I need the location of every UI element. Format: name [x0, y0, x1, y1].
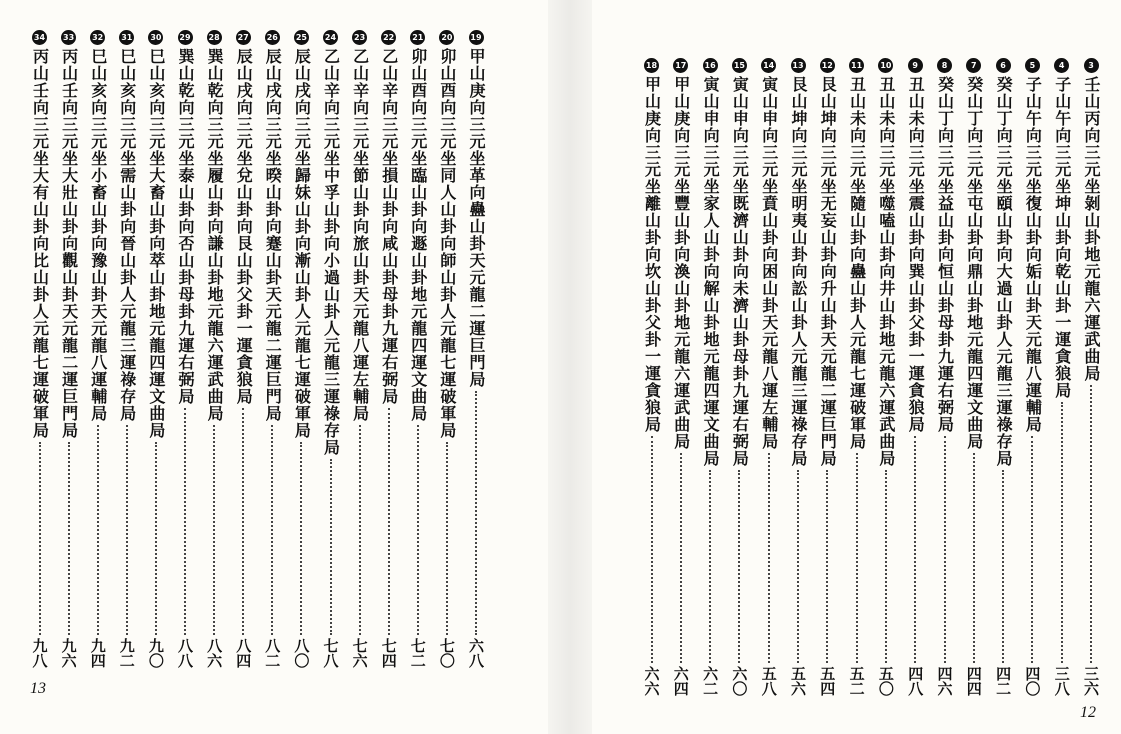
- entry-page-number: 七〇: [437, 638, 456, 668]
- entry-number-badge: 3: [1084, 58, 1099, 73]
- dot-leader: [271, 425, 273, 635]
- entry-number-badge: 29: [178, 30, 193, 45]
- entry-number-badge: 14: [761, 58, 776, 73]
- entry-number-badge: 22: [381, 30, 396, 45]
- entry-page-number: 七四: [379, 638, 398, 668]
- entry-page-number: 四八: [906, 666, 925, 696]
- toc-entry: [435, 30, 459, 670]
- toc-entry: [786, 58, 810, 698]
- entry-page-number: 六四: [671, 666, 690, 696]
- entry-page-number: 九〇: [146, 638, 165, 668]
- dot-leader: [826, 470, 828, 663]
- entry-number-badge: 27: [236, 30, 251, 45]
- entry-page-number: 八四: [234, 638, 253, 668]
- toc-entry: [289, 30, 313, 670]
- entry-page-number: 六八: [467, 638, 485, 668]
- entry-page-number: 三八: [1052, 666, 1071, 696]
- entry-page-number: 七六: [350, 638, 369, 668]
- entry-title: 癸山丁向三元坐益山卦向恒山卦母卦九運右弼局: [935, 76, 955, 433]
- toc-entry: [173, 30, 197, 670]
- entry-title: 子山午向三元坐坤山卦向乾山卦一運貪狼局: [1052, 76, 1072, 399]
- entry-title: 辰山戌向三元坐暌山卦向蹇山卦天元龍二運巨門局: [263, 48, 283, 422]
- toc-entry: [57, 30, 81, 670]
- dot-leader: [446, 442, 448, 635]
- entry-page-number: 六〇: [730, 666, 749, 696]
- entry-title: 乙山辛向三元坐中孚山卦向小過山卦人元龍三運祿存局: [321, 48, 341, 456]
- entry-title: 甲山庚向三元坐離山卦向坎山卦父卦一運貪狼局: [642, 76, 662, 433]
- entry-page-number: 五四: [818, 666, 837, 696]
- entry-title: 甲山庚向三元坐豐山卦向渙山卦地元龍六運武曲局: [671, 76, 691, 450]
- dot-leader: [68, 442, 70, 635]
- dot-leader: [1031, 436, 1033, 663]
- entry-title: 甲山庚向三元坐革向蠱山卦天元龍二運巨門局: [467, 48, 486, 388]
- entry-number-badge: 26: [265, 30, 280, 45]
- dot-leader: [944, 436, 946, 663]
- entry-title: 癸山丁向三元坐屯山卦向鼎山卦地元龍四運文曲局: [964, 76, 984, 450]
- entry-page-number: 六六: [642, 666, 661, 696]
- entry-number-badge: 17: [673, 58, 688, 73]
- entry-title: 辰山戌向三元坐歸妹山卦向漸山卦人元龍七運破軍局: [292, 48, 312, 439]
- entry-number-badge: 13: [791, 58, 806, 73]
- entry-page-number: 七二: [408, 638, 427, 668]
- left-page: [0, 0, 540, 734]
- toc-entry: [1020, 58, 1044, 698]
- entry-page-number: 八二: [263, 638, 282, 668]
- entry-title: 寅山申向三元坐家人山卦向解山卦地元龍四運文曲局: [701, 76, 721, 467]
- dot-leader: [39, 442, 41, 635]
- dot-leader: [155, 442, 157, 635]
- dot-leader: [242, 408, 244, 635]
- entry-title: 卯山酉向三元坐臨山卦向遯山卦地元龍四運文曲局: [408, 48, 428, 422]
- page-number-left: 13: [30, 680, 46, 697]
- dot-leader: [651, 436, 653, 663]
- dot-leader: [797, 470, 799, 663]
- toc-entry: [669, 58, 693, 698]
- entry-number-badge: 12: [820, 58, 835, 73]
- dot-leader: [973, 453, 975, 663]
- entry-page-number: 四六: [935, 666, 954, 696]
- entry-title: 艮山坤向三元坐明夷山卦向訟山卦人元龍三運祿存局: [789, 76, 808, 467]
- entry-title: 巳山亥向三元坐小畜山卦向豫山卦天元龍八運輔局: [88, 48, 108, 422]
- entry-number-badge: 25: [294, 30, 309, 45]
- entry-number-badge: 30: [148, 30, 163, 45]
- entry-number-badge: 4: [1054, 58, 1069, 73]
- entry-title: 艮山坤向三元坐无妄山卦向升山卦天元龍二運巨門局: [818, 76, 838, 467]
- entry-title: 丑山未向三元坐震山卦向巽山卦父卦一運貪狼局: [906, 76, 926, 433]
- entry-page-number: 九二: [117, 638, 136, 668]
- toc-entry: [1050, 58, 1074, 698]
- dot-leader: [213, 425, 215, 635]
- entry-number-badge: 7: [966, 58, 981, 73]
- entry-title: 子山午向三元坐復山卦向姤山卦天元龍八運輔局: [1023, 76, 1043, 433]
- toc-entry: [319, 30, 343, 670]
- entry-page-number: 七八: [321, 638, 340, 668]
- entry-title: 丑山未向三元坐噬嗑山卦向井山卦地元龍六運武曲局: [876, 76, 896, 467]
- toc-entry: [202, 30, 226, 670]
- toc-entry: [464, 30, 488, 670]
- dot-leader: [856, 453, 858, 663]
- dot-leader: [1002, 470, 1004, 663]
- entry-title: 巳山亥向三元坐需山卦向晉山卦人元龍三運祿存局: [117, 48, 137, 422]
- toc-entry: [1079, 58, 1103, 698]
- entry-number-badge: 18: [644, 58, 659, 73]
- entry-page-number: 三六: [1082, 666, 1100, 696]
- entry-title: 乙山辛向三元坐節山卦向旅山卦天元龍八運左輔局: [350, 48, 370, 422]
- entry-page-number: 四〇: [1023, 666, 1042, 696]
- book-gutter: [548, 0, 592, 734]
- entry-page-number: 五六: [789, 666, 807, 696]
- page-number-right: 12: [1080, 704, 1096, 721]
- entry-number-badge: 28: [207, 30, 222, 45]
- entry-title: 寅山申向三元坐賁山卦向困山卦天元龍八運左輔局: [759, 76, 779, 450]
- entry-number-badge: 16: [703, 58, 718, 73]
- dot-leader: [184, 408, 186, 635]
- toc-entry: [86, 30, 110, 670]
- dot-leader: [885, 470, 887, 663]
- toc-entry: [231, 30, 255, 670]
- dot-leader: [359, 425, 361, 635]
- toc-entry: [991, 58, 1015, 698]
- entry-title: 巽山乾向三元坐履山卦向謙山卦地元龍六運武曲局: [205, 48, 225, 422]
- dot-leader: [300, 442, 302, 635]
- dot-leader: [126, 425, 128, 635]
- toc-entry: [874, 58, 898, 698]
- entry-page-number: 六二: [701, 666, 720, 696]
- entry-number-badge: 21: [410, 30, 425, 45]
- toc-entry: [406, 30, 430, 670]
- toc-entry: [698, 58, 722, 698]
- entry-number-badge: 23: [352, 30, 367, 45]
- entry-number-badge: 9: [908, 58, 923, 73]
- entry-page-number: 五二: [847, 666, 866, 696]
- entry-title: 寅山申向三元坐既濟山卦向未濟山卦母卦九運右弼局: [730, 76, 750, 467]
- entry-page-number: 四二: [994, 666, 1013, 696]
- toc-entry: [28, 30, 52, 670]
- toc-entry: [962, 58, 986, 698]
- dot-leader: [475, 391, 477, 635]
- entry-number-badge: 20: [439, 30, 454, 45]
- entry-title: 巽山乾向三元坐泰山卦向否山卦母卦九運右弼局: [176, 48, 195, 405]
- dot-leader: [914, 436, 916, 663]
- toc-entry: [815, 58, 839, 698]
- dot-leader: [330, 459, 332, 635]
- entry-number-badge: 24: [323, 30, 338, 45]
- dot-leader: [417, 425, 419, 635]
- entry-number-badge: 34: [32, 30, 47, 45]
- toc-entry: [260, 30, 284, 670]
- entry-title: 癸山丁向三元坐頤山卦向大過山卦人元龍三運祿存局: [994, 76, 1014, 467]
- entry-number-badge: 11: [849, 58, 864, 73]
- entry-page-number: 八六: [205, 638, 224, 668]
- dot-leader: [709, 470, 711, 663]
- entry-number-badge: 19: [469, 30, 484, 45]
- toc-entry: [377, 30, 401, 670]
- entry-title: 乙山辛向三元坐損山卦向咸山卦母卦九運右弼局: [379, 48, 399, 405]
- entry-page-number: 五〇: [876, 666, 895, 696]
- entry-number-badge: 5: [1025, 58, 1040, 73]
- entry-number-badge: 6: [996, 58, 1011, 73]
- toc-entry: [115, 30, 139, 670]
- entry-title: 巳山亥向三元坐大畜山卦向萃山卦地元龍四運文曲局: [146, 48, 166, 439]
- entry-page-number: 五八: [759, 666, 778, 696]
- entry-number-badge: 10: [878, 58, 893, 73]
- entry-page-number: 八八: [176, 638, 194, 668]
- dot-leader: [1090, 385, 1092, 663]
- dot-leader: [738, 470, 740, 663]
- toc-entry: [933, 58, 957, 698]
- entry-page-number: 九六: [59, 638, 78, 668]
- toc-entry: [903, 58, 927, 698]
- entry-title: 丙山壬向三元坐大壯山卦向觀山卦天元龍二運巨門局: [59, 48, 79, 439]
- entry-number-badge: 31: [119, 30, 134, 45]
- entry-number-badge: 8: [937, 58, 952, 73]
- toc-entry: [727, 58, 751, 698]
- dot-leader: [680, 453, 682, 663]
- entry-page-number: 九八: [30, 638, 49, 668]
- entry-title: 丑山未向三元坐隨山卦向蠱山卦人元龍七運破軍局: [847, 76, 867, 450]
- entry-page-number: 九四: [88, 638, 107, 668]
- dot-leader: [388, 408, 390, 635]
- entry-number-badge: 33: [61, 30, 76, 45]
- dot-leader: [97, 425, 99, 635]
- dot-leader: [768, 453, 770, 663]
- toc-entry: [640, 58, 664, 698]
- entry-title: 壬山丙向三元坐剝山卦地元龍六運武曲局: [1082, 76, 1101, 382]
- toc-entry: [757, 58, 781, 698]
- toc-entry: [144, 30, 168, 670]
- toc-entry: [348, 30, 372, 670]
- right-page: [600, 0, 1121, 734]
- dot-leader: [1061, 402, 1063, 663]
- entry-title: 辰山戌向三元坐兌山卦向艮山卦父卦一運貪狼局: [234, 48, 254, 405]
- toc-entry: [845, 58, 869, 698]
- entry-title: 卯山酉向三元坐同人山卦向師山卦人元龍七運破軍局: [437, 48, 457, 439]
- entry-title: 丙山壬向三元坐大有山卦向比山卦人元龍七運破軍局: [30, 48, 50, 439]
- entry-number-badge: 32: [90, 30, 105, 45]
- entry-page-number: 八〇: [292, 638, 311, 668]
- entry-page-number: 四四: [964, 666, 983, 696]
- entry-number-badge: 15: [732, 58, 747, 73]
